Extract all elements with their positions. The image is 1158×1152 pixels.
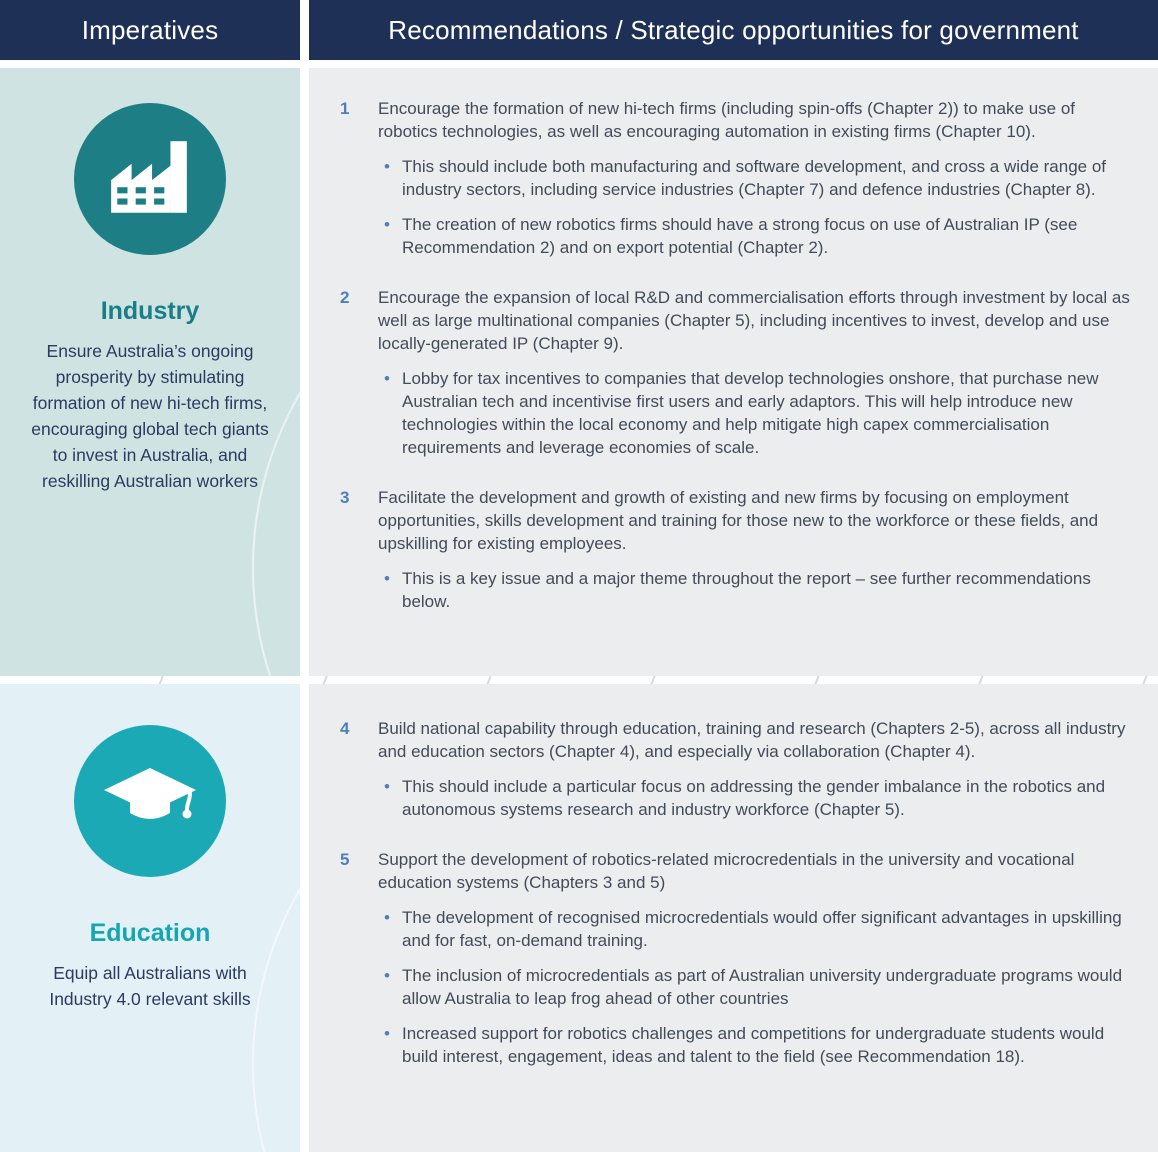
imperatives-header: Imperatives [0,0,300,60]
bullet-item [378,775,1130,821]
decorative-arc [252,714,300,1152]
bullet-icon: • [384,215,390,234]
bullet-text: The inclusion of microcredentials as part of Australian university undergraduate programs would allow Australia to leap frog ahead of other countries [402,966,1123,1008]
column-divider [300,68,309,676]
recommendation-number: 3 [340,488,350,507]
bullet-item [378,567,1130,613]
graduation-cap-icon [100,766,200,837]
column-divider [300,0,309,60]
factory-icon [105,139,195,220]
recommendation-number: 2 [340,288,350,307]
recommendation-3 [340,486,1130,613]
imperative-title: Education [89,919,211,947]
recommendation-4 [340,717,1130,821]
bullet-text: This should include a particular focus on addressing the gender imbalance in the robotics and autonomous systems research and industry workforce (Chapter 5). [402,777,1106,819]
imperative-title: Industry [100,297,200,325]
imperative-description: Equip all Australians with Industry 4.0 relevant skills [49,963,251,1009]
recommendation-text: Facilitate the development and growth of existing and new firms by focusing on employment opportunities, skills development and training for those new to the workforce or these fields, and upskilling for existing employees. [378,488,1099,553]
row-divider [0,60,1158,68]
education-icon-circle [74,725,226,877]
bullet-icon: • [384,777,390,796]
imperative-description: Ensure Australia’s ongoing prosperity by stimulating formation of new hi-tech firms, encouraging global tech giants to invest in Australia, and reskilling Australian workers [31,341,269,491]
bullet-item [378,906,1130,952]
recommendation-text: Encourage the expansion of local R&D and commercialisation efforts through investment by local as well as large multinational companies (Chapter 5), including incentives to invest, develop and use locally-generated IP (Chapter 9). [378,288,1130,353]
bullet-text: The development of recognised microcredentials would offer significant advantages in upskilling and for fast, on-demand training. [402,908,1122,950]
recommendation-5 [340,848,1130,1068]
bullet-icon: • [384,369,390,388]
bullet-item [378,1022,1130,1068]
bullet-icon: • [384,908,390,927]
column-divider [300,684,309,1152]
bullet-text: The creation of new robotics firms should have a strong focus on use of Australian IP (see Recommendation 2) and on export potential (Chapter 2). [402,215,1078,257]
recommendation-number: 1 [340,99,350,118]
imperative-education-panel [0,684,300,1152]
recommendations-header: Recommendations / Strategic opportunities for government [309,0,1158,60]
bullet-text: Lobby for tax incentives to companies that develop technologies onshore, that purchase new Australian tech and incentivise first users and early adaptors. This will help introduce new technologies within the local economy and help mitigate high capex commercialisation requirements and leverage economies of scale. [402,369,1099,457]
bullet-icon: • [384,966,390,985]
recommendation-text: Encourage the formation of new hi-tech firms (including spin-offs (Chapter 2)) to make use of robotics technologies, as well as encouraging automation in existing firms (Chapter 10). [378,99,1076,141]
bullet-item [378,964,1130,1010]
bullet-text: This is a key issue and a major theme throughout the report – see further recommendations below. [402,569,1091,611]
bullet-icon: • [384,157,390,176]
recommendation-text: Support the development of robotics-related microcredentials in the university and vocational education systems (Chapters 3 and 5) [378,850,1075,892]
recommendation-1 [340,97,1130,259]
industry-icon-circle [74,103,226,255]
imperative-industry-panel [0,68,300,676]
bullet-text: This should include both manufacturing and software development, and cross a wide range of industry sectors, including service industries (Chapter 7) and defence industries (Chapter 8). [402,157,1107,199]
bullet-item [378,367,1130,459]
education-recommendations-panel [309,684,1158,1152]
bullet-icon: • [384,1024,390,1043]
bullet-icon: • [384,569,390,588]
bullet-item [378,213,1130,259]
recommendation-number: 5 [340,850,350,869]
bullet-item [378,155,1130,201]
bullet-text: Increased support for robotics challenges and competitions for undergraduate students would build interest, engagement, ideas and talent to the field (see Recommendation 18). [402,1024,1105,1066]
recommendation-number: 4 [340,719,350,738]
recommendation-text: Build national capability through education, training and research (Chapters 2-5), across all industry and education sectors (Chapter 4), and especially via collaboration (Chapter 4). [378,719,1126,761]
recommendation-2 [340,286,1130,459]
industry-recommendations-panel [309,68,1158,676]
row-divider [0,676,1158,684]
